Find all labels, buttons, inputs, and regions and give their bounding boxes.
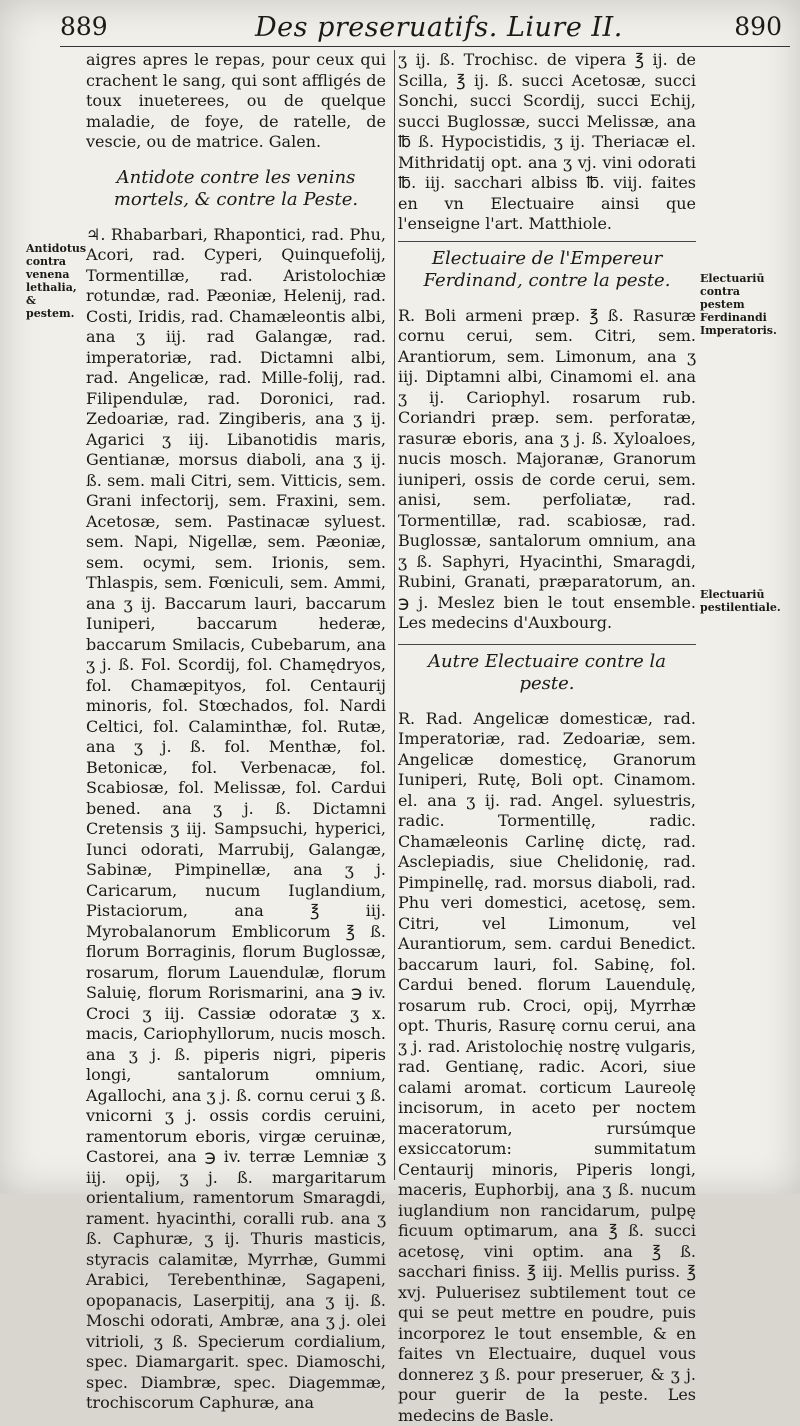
ferdinand-recipe: R. Boli armeni præp. ℥ ß. Rasuræ cornu cerui, sem. Citri, sem. Arantiorum, sem. Limonum, ana ʒ iij. Diptamni albi, Cinamomi el. ana ʒ ij. Cariophyl. rosarum rub. Coriandri præp. sem. perforatæ, rasuræ eboris, ana ʒ j. ß. Xyloaloes, nucis mosch. Majoranæ, Granorum iuniperi, ossis de corde cerui, sem. anisi, sem. perfoliatæ, rad. Tormentillæ, rad. scabiosæ, rad. Buglossæ, santalorum omnium, ana ʒ ß. Saphyri, Hyacinthi, Smaragdi, Rubini, Granati, præparatorum, an. ℈ j. Meslez bien le tout ensemble. Les medecins d'Auxbourg. bbox=[398, 306, 696, 634]
antidote-heading: Antidote contre les venins mortels, & contre la Peste. bbox=[86, 167, 386, 211]
page-number-right: 890 bbox=[734, 12, 782, 41]
page-number-left: 889 bbox=[60, 12, 108, 41]
ferdinand-heading: Electuaire de l'Empereur Ferdinand, contre la peste. bbox=[398, 248, 696, 292]
right-intro-text: ʒ ij. ß. Trochisc. de vipera ℥ ij. de Scilla, ℥ ij. ß. succi Acetosæ, succi Sonchi, succi Scordij, succi Echij, succi Buglossæ, succi Melissæ, ana ℔ ß. Hypocistidis, ʒ ij. Theriacæ el. Mithridatij opt. ana ʒ vj. vini odorati ℔. iij. sacchari albiss ℔. viij. faites en vn Electuaire ainsi que l'enseigne l'art. Matthiole. bbox=[398, 50, 696, 235]
running-title: Des preseruatifs. Liure II. bbox=[255, 12, 623, 43]
margin-note-antidotus: Antidotus contra venena lethalia, & pestem. bbox=[26, 242, 84, 320]
column-divider bbox=[394, 50, 395, 1180]
right-column bbox=[398, 50, 696, 1426]
margin-note-ferdinand: Electuariū contra pestem Ferdinandi Imperatoris. bbox=[700, 272, 772, 337]
left-column bbox=[86, 50, 386, 1414]
left-intro-text: aigres apres le repas, pour ceux qui crachent le sang, qui sont affligés de toux inueterees, ou de quelque maladie, de foye, de ratelle, de vescie, ou de matrice. Galen. bbox=[86, 50, 386, 153]
margin-note-pestilentiale: Electuariū pestilentiale. bbox=[700, 588, 770, 614]
autre-electuaire-heading: Autre Electuaire contre la peste. bbox=[398, 651, 696, 695]
autre-electuaire-recipe: R. Rad. Angelicæ domesticæ, rad. Imperatoriæ, rad. Zedoariæ, sem. Angelicæ domesticę, Granorum Iuniperi, Rutę, Boli opt. Cinamom. el. ana ʒ ij. rad. Angel. syluestris, radic. Tormentillę, radic. Chamæleonis Carlinę dictę, rad. Asclepiadis, siue Chelidonię, rad. Pimpinellę, rad. morsus diaboli, rad. Phu veri domestici, acetosę, sem. Citri, vel Limonum, vel Aurantiorum, sem. cardui Benedict. baccarum lauri, fol. Sabinę, fol. Cardui bened. florum Lauendulę, rosarum rub. Croci, opij, Myrrhæ opt. Thuris, Rasurę cornu cerui, ana ʒ j. rad. Aristolochię nostrę vulgaris, rad. Gentianę, radic. Acori, siue calami aromat. corticum Laureolę incisorum, in aceto per noctem maceratorum, rursúmque exsiccatorum: summitatum Centaurij minoris, Piperis longi, maceris, Euphorbij, ana ʒ ß. nucum iuglandium non rancidarum, pulpę ficuum optimarum, ana ℥ ß. succi acetosę, vini optim. ana ℥ ß. sacchari finiss. ℥ iij. Mellis puriss. ℥ xvj. Puluerisez subtilement tout ce qui se peut mettre en poudre, puis incorporez le tout ensemble, & en faites vn Electuaire, duquel vous donnerez ʒ ß. pour preseruer, & ʒ j. pour guerir de la peste. Les medecins de Basle. bbox=[398, 709, 696, 1426]
running-header bbox=[60, 10, 790, 46]
section-rule bbox=[398, 644, 696, 645]
header-rule bbox=[60, 46, 790, 47]
antidote-recipe: ♃. Rhabarbari, Rhapontici, rad. Phu, Acori, rad. Cyperi, Quinquefolij, Tormentillæ, rad. Aristolochiæ rotundæ, rad. Pæoniæ, Helenij, rad. Costi, Iridis, rad. Chamæleontis albi, ana ʒ iij. rad Galangæ, rad. imperatoriæ, rad. Dictamni albi, rad. Angelicæ, rad. Mille-folij, rad. Filipendulæ, rad. Doronici, rad. Zedoariæ, rad. Zingiberis, ana ʒ ij. Agarici ʒ iij. Libanotidis maris, Gentianæ, morsus diaboli, ana ʒ ij. ß. sem. mali Citri, sem. Vitticis, sem. Grani infectorij, sem. Fraxini, sem. Acetosæ, sem. Pastinacæ syluest. sem. Napi, Nigellæ, sem. Pæoniæ, sem. ocymi, sem. Irionis, sem. Thlaspis, sem. Fœniculi, sem. Ammi, ana ʒ ij. Baccarum lauri, baccarum Iuniperi, baccarum hederæ, baccarum Smilacis, Cubebarum, ana ʒ j. ß. Fol. Scordij, fol. Chamędryos, fol. Chamæpityos, fol. Centaurij minoris, fol. Stœchados, fol. Nardi Celtici, fol. Calaminthæ, fol. Rutæ, ana ʒ j. ß. fol. Menthæ, fol. Betonicæ, fol. Verbenacæ, fol. Scabiosæ, fol. Melissæ, fol. Cardui bened. ana ʒ j. ß. Dictamni Cretensis ʒ iij. Sampsuchi, hyperici, Iunci odorati, Marrubij, Galangæ, Sabinæ, Pimpinellæ, ana ʒ j. Caricarum, nucum Iuglandium, Pistaciorum, ana ℥ iij. Myrobalanorum Emblicorum ℥ ß. florum Borraginis, florum Buglossæ, rosarum, florum Lauendulæ, florum Saluię, florum Rorismarini, ana ℈ iv. Croci ʒ iij. Cassiæ odoratæ ʒ x. macis, Cariophyllorum, nucis mosch. ana ʒ j. ß. piperis nigri, piperis longi, santalorum omnium, Agallochi, ana ʒ j. ß. cornu cerui ʒ ß. vnicorni ʒ j. ossis cordis ceruini, ramentorum eboris, virgæ ceruinæ, Castorei, ana ℈ iv. terræ Lemniæ ʒ iij. opij, ʒ j. ß. margaritarum orientalium, ramentorum Smaragdi, rament. hyacinthi, coralli rub. ana ʒ ß. Caphuræ, ʒ ij. Thuris masticis, styracis calamitæ, Myrrhæ, Gummi Arabici, Terebenthinæ, Sagapeni, opopanacis, Laserpitij, ana ʒ ij. ß. Moschi odorati, Ambræ, ana ʒ j. olei vitrioli, ʒ ß. Specierum cordialium, spec. Diamargarit. spec. Diamoschi, spec. Diambræ, spec. Diagemmæ, trochiscorum Caphuræ, ana bbox=[86, 225, 386, 1414]
section-rule bbox=[398, 241, 696, 242]
